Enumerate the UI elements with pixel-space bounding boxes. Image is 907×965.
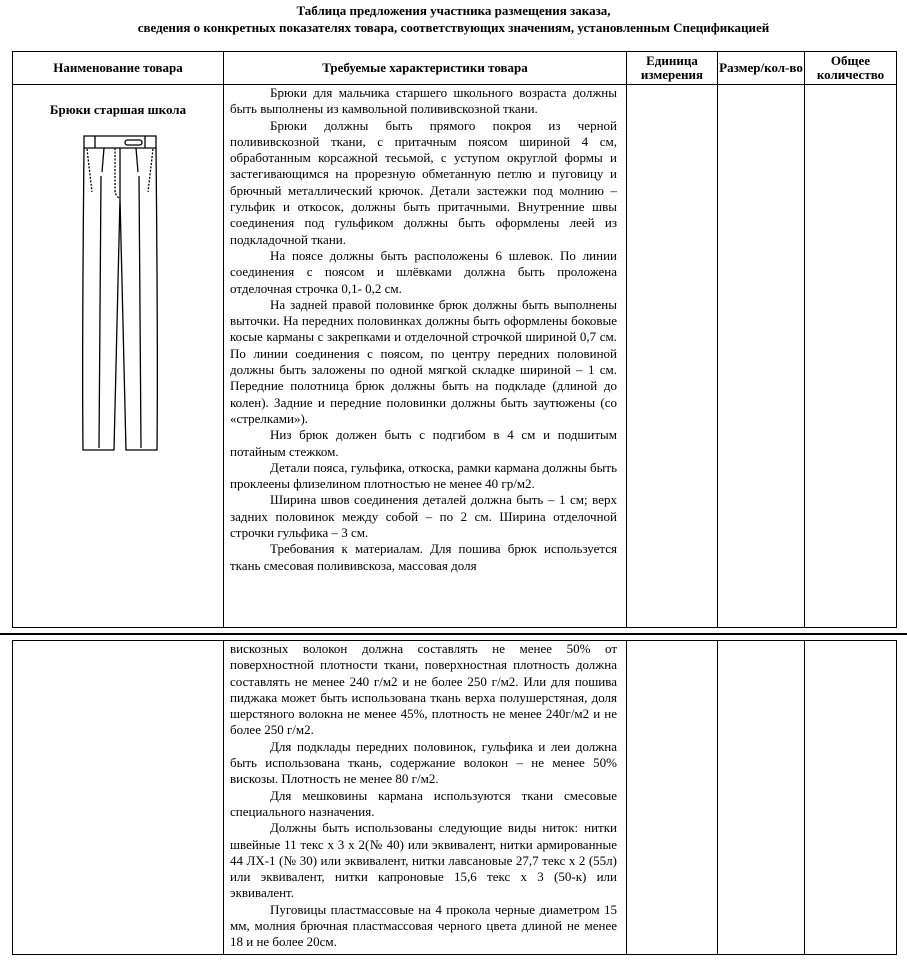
total-qty-cell [805,641,897,955]
requirements-cell [224,85,627,628]
requirements-paragraph: На задней правой половинке брюк должны быть выполнены выточки. На передних половинках должны быть оформлены боковые косые карманы с закрепками и отделочной строчкой шириной 0,7 см. По линии соединения с поясом, по центру передних половиной должны быть заложены по одной мягкой складке шириной – 1 см. Передние полотница брюк должны быть на подкладе (длиной до колен). Задние и передние половинки должны быть заутюжены (со «стрелками»). [230,296,617,426]
header-size-qty: Размер/кол-во [718,52,805,85]
unit-cell [627,85,718,628]
size-qty-cell [718,641,805,955]
specification-table-page-1 [12,51,897,628]
page-break-divider [0,633,907,635]
requirements-paragraph: Должны быть использованы следующие виды ниток: нитки швейные 11 текс х 3 х 2(№ 40) или эквивалент, нитки армированные 44 ЛХ-1 (№ 30) или эквивалент, нитки лавсановые 27,7 текс х 2 (55л) или эквивалент, нитки капроновые 15,6 текс х 3 (50-к) или эквивалент. [230,820,617,901]
header-product-name: Наименование товара [13,52,224,85]
trousers-drawing-icon [79,132,161,454]
requirements-paragraph: Для подклады передних половинок, гульфика и леи должна быть использована ткань, содержание волокон – не менее 50% вискозы. Плотность не менее 80 г/м2. [230,738,617,787]
document-title-line-2: сведения о конкретных показателях товара, соответствующих значениям, установленным Спецификацией [137,20,770,35]
requirements-paragraph: вискозных волокон должна составлять не менее 50% от поверхностной плотности ткани, поверхностная плотность должна составлять не менее 240 г/м2 и не более 250 г/м2. Или для пошива пиджака может быть использована ткань верха полушерстяная, доля шерстяного волокна не менее 45%, плотность не менее 240г/м2 и не более 250 г/м2. [230,641,617,738]
requirements-paragraph: На поясе должны быть расположены 6 шлевок. По линии соединения с поясом и шлёвками должна быть проложена отделочная строчка 0,1- 0,2 см. [230,247,617,296]
requirements-cell [224,641,627,955]
requirements-paragraph: Брюки должны быть прямого покроя из черной полививскозной ткани, с притачным поясом шириной 4 см, обработанным корсажной тесьмой, с уступом округлой формы и застегивающимся на прорезную обметанную петлю и пуговицу и брючный металлический крючок. Детали застежки под молнию –гульфик и откосок, должны быть притачными. Внутренние швы соединения под гульфиком должны быть оформлены леей из подкладочной ткани. [230,117,617,247]
table-row [13,641,897,955]
product-name: Брюки старшая школа [49,102,187,117]
specification-table-page-2 [12,640,897,955]
product-cell [13,641,224,955]
document-title [0,2,907,36]
requirements-paragraph: Брюки для мальчика старшего школьного возраста должны быть выполнены из камвольной полививскозной ткани. [230,85,617,117]
requirements-paragraph: Требования к материалам. Для пошива брюк используется ткань смесовая полививскоза, массовая доля [230,541,617,573]
table-row [13,85,897,628]
size-qty-cell [718,85,805,628]
requirements-paragraph: Для мешковины кармана используются ткани смесовые специального назначения. [230,787,617,819]
product-cell [13,85,224,628]
requirements-paragraph: Детали пояса, гульфика, откоска, рамки кармана должны быть проклеены флизелином плотностью не менее 40 гр/м2. [230,459,617,492]
total-qty-cell [805,85,897,628]
requirements-paragraph: Пуговицы пластмассовые на 4 прокола черные диаметром 15 мм, молния брючная пластмассовая черного цвета длиной не менее 18 и не более 20см. [230,901,617,950]
document-title-line-1: Таблица предложения участника размещения заказа, [296,3,611,18]
header-requirements: Требуемые характеристики товара [224,52,627,85]
requirements-paragraph: Низ брюк должен быть с подгибом в 4 см и подшитым потайным стежком. [230,427,617,459]
requirements-paragraph: Ширина швов соединения деталей должна быть – 1 см; верх задних половинок между собой – по 2 см. Ширина отделочной строчки гульфика – 3 см. [230,492,617,541]
header-total-qty: Общее количество [805,52,897,85]
table-header-row [13,52,897,85]
unit-cell [627,641,718,955]
header-unit: Единица измерения [627,52,718,85]
